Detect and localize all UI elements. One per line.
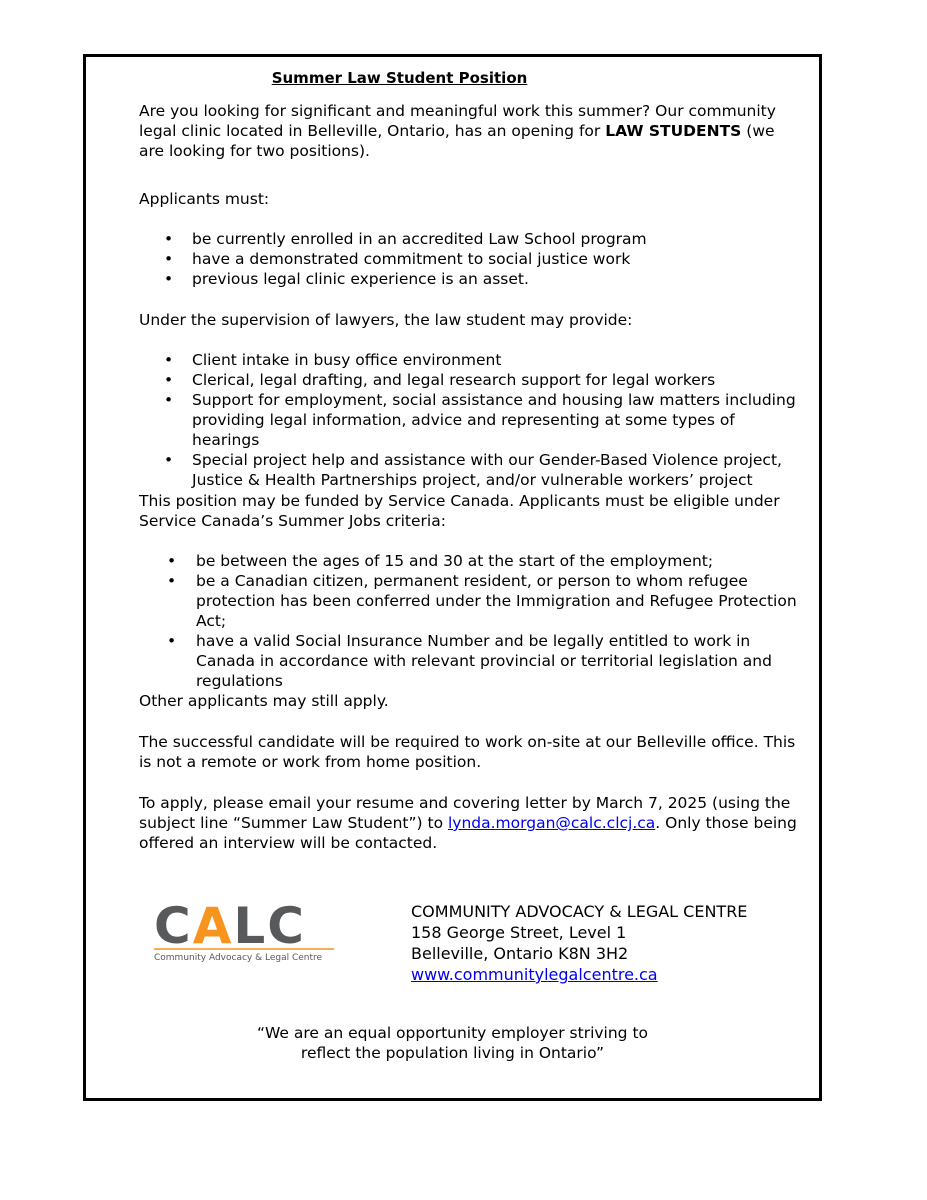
page-title: Summer Law Student Position (271, 69, 528, 87)
apply-paragraph (139, 793, 799, 853)
eligibility-list (139, 551, 799, 691)
equal-opportunity-quote (86, 1023, 819, 1063)
address-block (411, 901, 747, 985)
city-address: Belleville, Ontario K8N 3H2 (411, 944, 629, 963)
intro-paragraph (139, 101, 799, 161)
onsite-paragraph: The successful candidate will be required to work on-site at our Belleville office. This is not a remote or work from home position. (139, 733, 796, 771)
duties-list (139, 350, 799, 490)
list-item: • have a valid Social Insurance Number and be legally entitled to work in Canada in accordance with relevant provincial or territorial legislation and regulations (139, 631, 799, 691)
applicants-heading: Applicants must: (139, 190, 270, 208)
logo-letter: L (233, 897, 268, 955)
list-item: • Client intake in busy office environment (139, 350, 799, 370)
list-item: • Special project help and assistance with our Gender-Based Violence project, Justice & Health Partnerships project, and/or vulnerable workers’ project (139, 450, 799, 490)
intro-text: Are you looking for significant and meaningful work this summer? Our community legal clinic located in Belleville, Ontario, has an opening for (139, 102, 776, 140)
quote-line: “We are an equal opportunity employer striving to (256, 1024, 649, 1042)
list-item: • be currently enrolled in an accredited Law School program (139, 229, 799, 249)
apply-text-end: . Only those being offered an interview will be contacted. (139, 814, 797, 852)
website-link[interactable]: www.communitylegalcentre.ca (411, 965, 658, 984)
calc-logo-graphic (154, 895, 339, 965)
list-item: • previous legal clinic experience is an asset. (139, 269, 799, 289)
email-link[interactable]: lynda.morgan@calc.clcj.ca (447, 814, 656, 832)
logo-letter: A (192, 897, 234, 955)
apply-text: To apply, please email your resume and covering letter by March 7, 2025 (using the subject line “Summer Law Student”) to (139, 794, 791, 832)
list-item: • Support for employment, social assistance and housing law matters including providing legal information, advice and representing at some types of hearings (139, 390, 799, 450)
list-item: • Clerical, legal drafting, and legal research support for legal workers (139, 370, 799, 390)
logo-letter: C (267, 897, 306, 955)
calc-logo (154, 895, 339, 965)
requirements-list (139, 229, 799, 289)
quote-line: reflect the population living in Ontario” (300, 1044, 605, 1062)
list-item: • be a Canadian citizen, permanent resident, or person to whom refugee protection has been conferred under the Immigration and Refugee Protection Act; (139, 571, 799, 631)
street-address: 158 George Street, Level 1 (411, 923, 627, 942)
logo-tagline: Community Advocacy & Legal Centre (154, 953, 323, 963)
org-name: COMMUNITY ADVOCACY & LEGAL CENTRE (411, 902, 748, 921)
intro-text-end: (we are looking for two positions). (139, 122, 775, 160)
funding-paragraph: This position may be funded by Service Canada. Applicants must be eligible under Service Canada’s Summer Jobs criteria: (139, 492, 780, 530)
list-item: • have a demonstrated commitment to social justice work (139, 249, 799, 269)
document-frame (83, 54, 822, 1101)
list-item: • be between the ages of 15 and 30 at the start of the employment; (139, 551, 799, 571)
logo-wordmark (154, 897, 306, 955)
other-applicants: Other applicants may still apply. (139, 692, 389, 710)
logo-letter: C (154, 897, 193, 955)
duties-heading: Under the supervision of lawyers, the law student may provide: (139, 311, 633, 329)
intro-bold: LAW STUDENTS (605, 122, 742, 140)
